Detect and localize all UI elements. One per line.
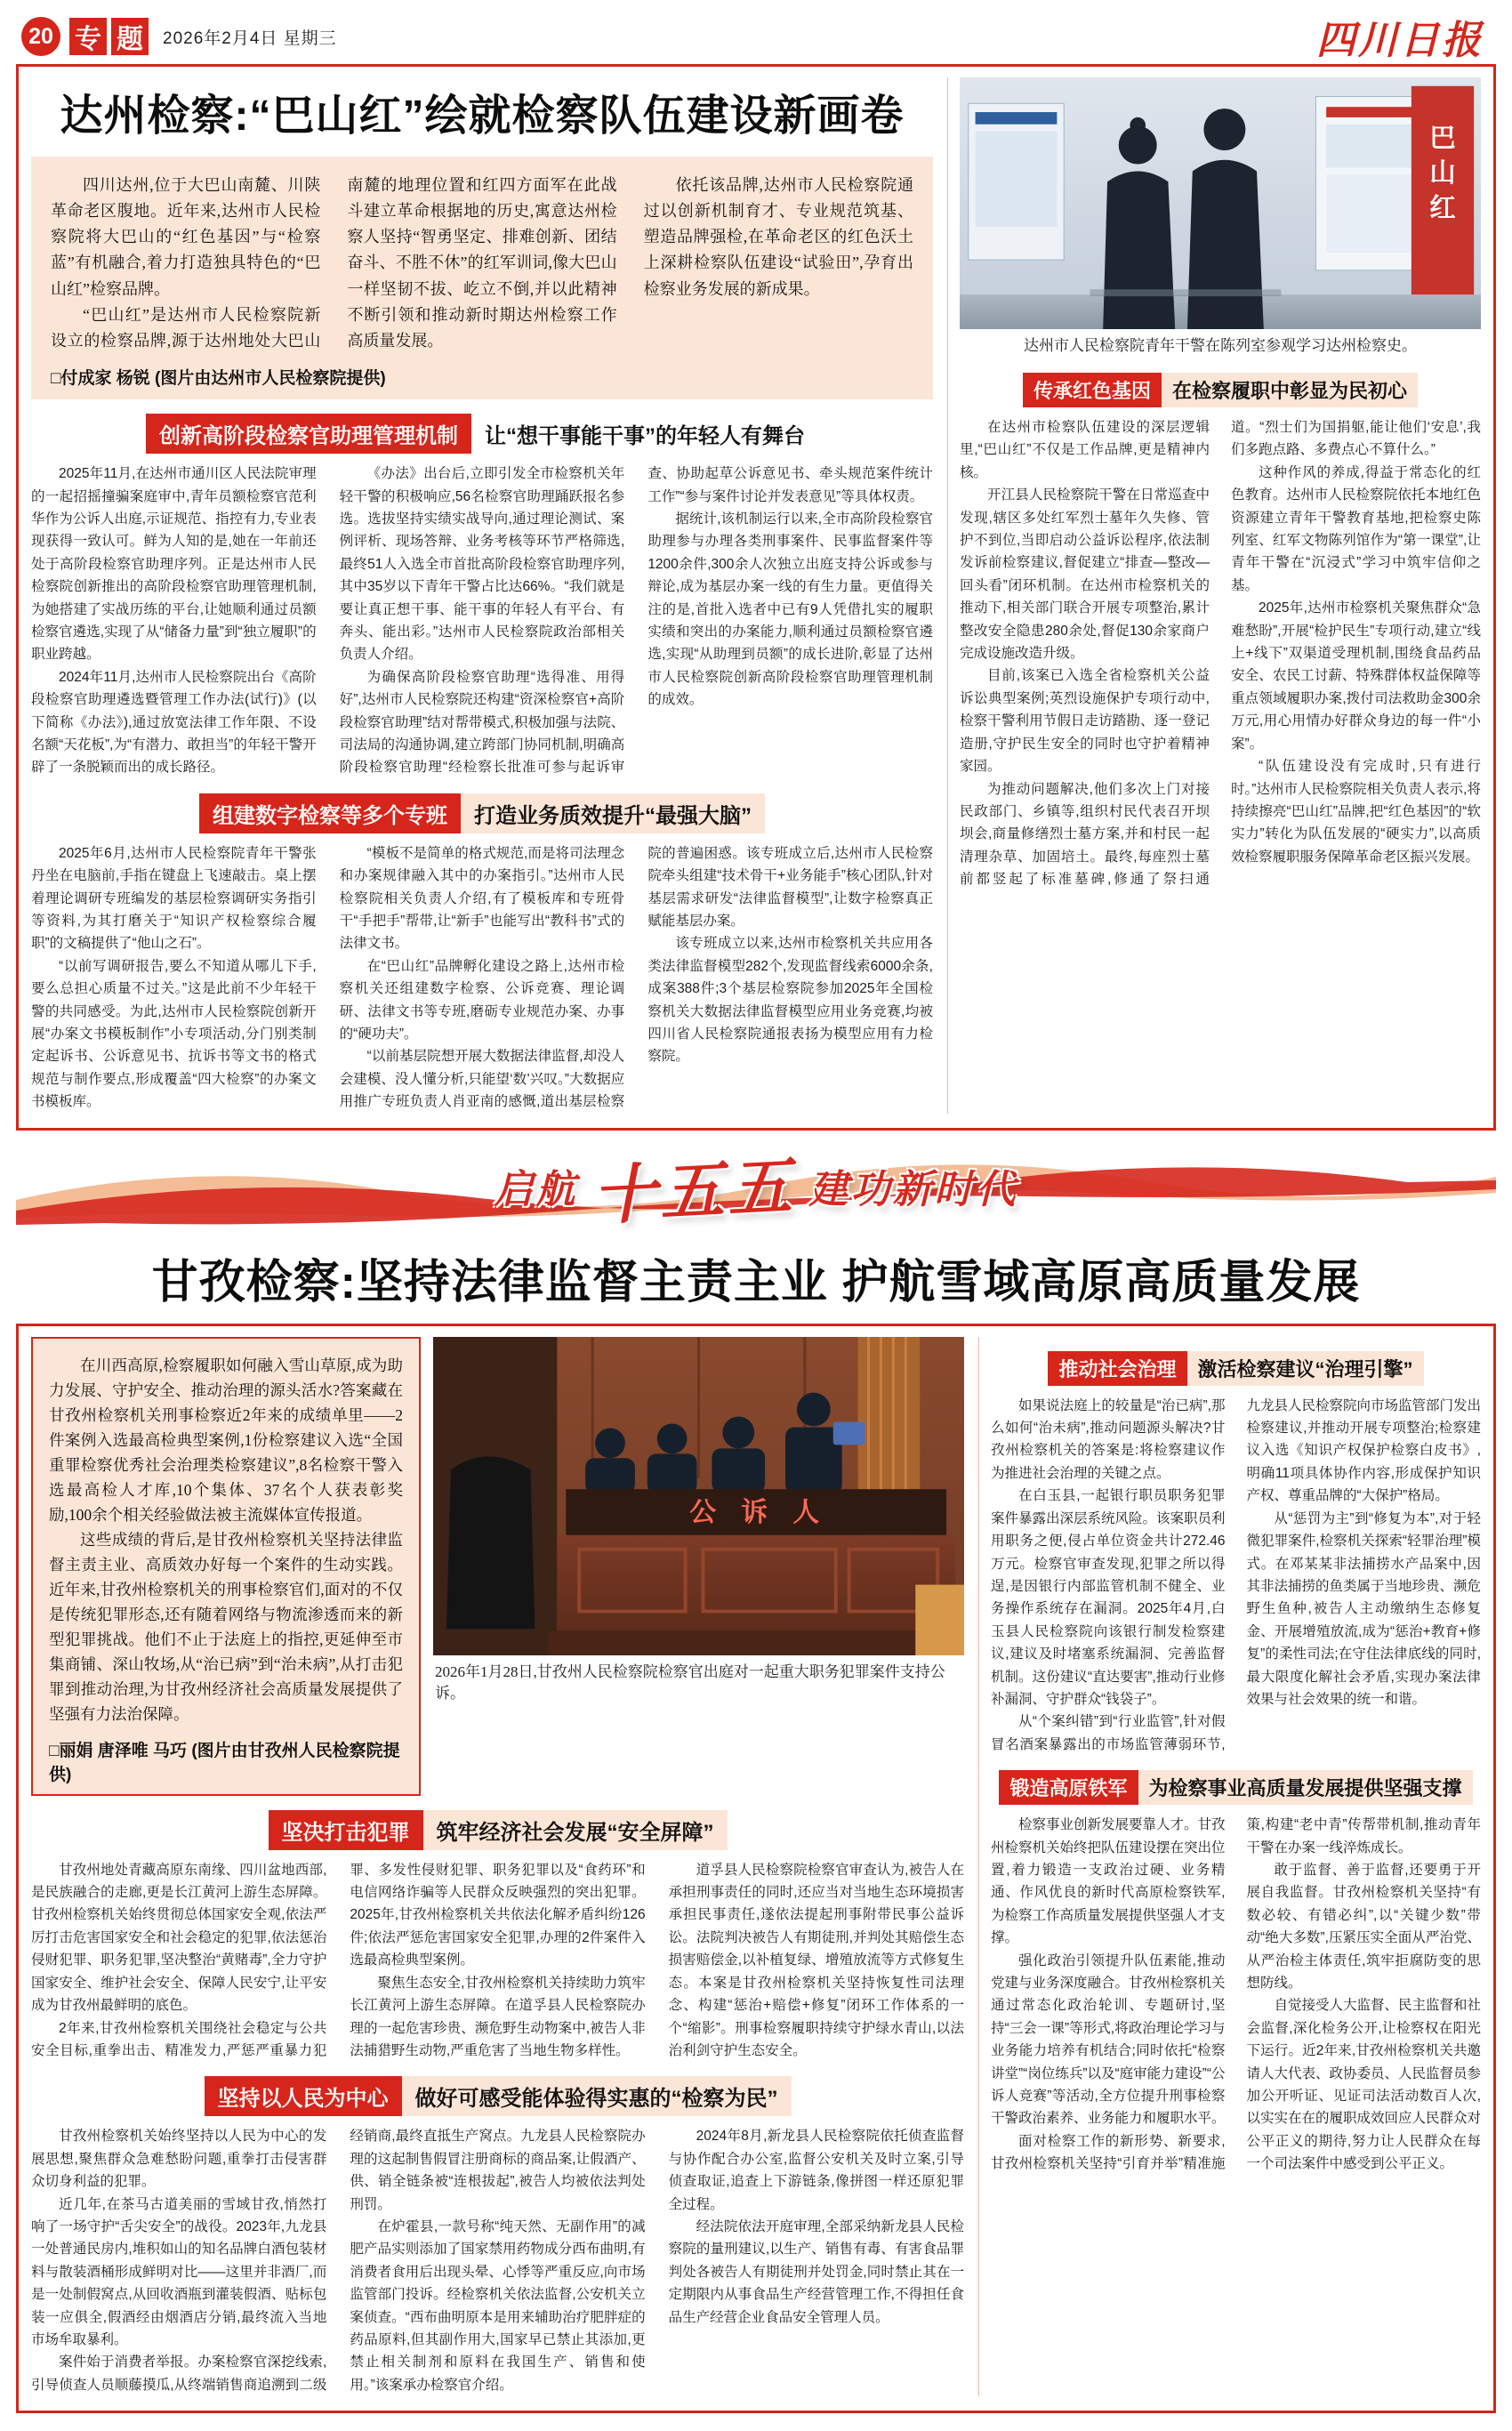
banner-text-mid: 十五五 [590,1147,797,1234]
article1-intro-paragraphs: 四川达州,位于大巴山南麓、川陕革命老区腹地。近年来,达州市人民检察院将大巴山的“红色基因”与“检察蓝”有机融合,着力打造独具特色的“巴山红”检察品牌。 “巴山红”是达州市人民检察院新设立的检察品牌,源于达州地处大巴山南麓的地理位置和红四方面军在此战斗建立革命根据地的历史,寓意达州检察人坚持“智勇坚定、排难创新、团结奋斗、不胜不休”的红军训词,像大巴山一样坚韧不拔、屹立不倒,并以此精神不断引领和推动新时期达州检察工作高质量发展。 依托该品牌,达州市人民检察院通过以创新机制育才、专业规范筑基、塑造品牌强检,在革命老区的红色沃土上深耕检察队伍建设“试验田”,孕育出检察业务发展的新成果。 [51,176,913,350]
article2-frame [16,1324,1496,2414]
section-title: 打造业务质效提升“最强大脑” [461,793,765,833]
section-body-social-governance: 如果说法庭上的较量是“治已病”,那么如何“治未病”,推动问题源头解决?甘孜州检察机关的答案是:将检察建议作为推进社会治理的关键之点。 在白玉县,一起银行职员职务犯罪案件暴露出深层系统风险。该案职员利用职务之便,侵占单位资金共计272.46万元。检察官审查发现,犯罪之所以得逞,是因银行内部监管机制不健全、业务操作系统存在漏洞。2025年4月,白玉县人民检察院向该银行制发检察建议,建议及时堵塞系统漏洞、完善监督机制。这份建议“直达要害”,推动行业修补漏洞、守护群众“钱袋子”。 从“个案纠错”到“行业监管”,针对假冒名酒案暴露出的市场监管薄弱环节,九龙县人民检察院向市场监管部门发出检察建议,并推动开展专项整治;检察建议入选《知识产权保护检察白皮书》,明确11项具体协作内容,形成保护知识产权、尊重品牌的“大保护”格局。 从“惩罚为主”到“修复为本”,对于轻微犯罪案件,检察机关探索“轻罪治理”模式。在邓某某非法捕捞水产品案中,因其非法捕捞的鱼类属于当地珍贵、濒危野生鱼种,被告人主动缴纳生态修复金、开展增殖放流,成为“惩治+教育+修复”的柔性司法;在守住法律底线的同时,最大限度化解社会矛盾,实现办案法律效果与社会效果的统一和谐。 [991,1397,1482,1752]
article2-headline: 甘孜检察:坚持法律监督主责主业 护航雪域高原高质量发展 [151,1256,1361,1308]
section-label-char2: 题 [111,18,149,55]
section-header-iron-army [991,1770,1481,1805]
photo-courtroom [433,1337,964,1655]
section-tag: 锻造高原铁军 [999,1770,1138,1805]
article1-byline: □付成家 杨锐 (图片由达州市人民检察院提供) [51,369,386,389]
banner-campaign [16,1141,1496,1234]
section-label [69,18,149,55]
banner-text [494,1141,1017,1232]
section-header-social-governance [991,1351,1481,1386]
section-tag: 创新高阶段检察官助理管理机制 [146,414,471,454]
article2-intro-box [31,1337,421,1796]
masthead-logo: 四川日报 [1316,18,1484,63]
section-tag: 坚持以人民为中心 [205,2076,402,2116]
page-header [16,9,1496,64]
section-tag: 组建数字检察等多个专班 [199,793,461,833]
photo-courtroom-caption: 2026年1月28日,甘孜州人民检察院检察官出庭对一起重大职务犯罪案件支持公诉。 [435,1662,945,1702]
section-tag: 坚决打击犯罪 [269,1810,423,1850]
photo-overlay-brand-char: 红 [1429,193,1456,223]
page-number-badge: 20 [21,17,60,56]
section-title: 为检察事业高质量发展提供坚强支撑 [1138,1770,1473,1805]
section-tag: 推动社会治理 [1048,1351,1186,1386]
article2-byline: □丽娟 唐泽唯 马巧 (图片由甘孜州人民检察院提供) [49,1741,400,1784]
section-label-char1: 专 [69,18,107,55]
section-body-red-gene: 在达州市检察队伍建设的深层逻辑里,“巴山红”不仅是工作品牌,更是精神内核。 开江县人民检察院干警在日常巡查中发现,辖区多处红军烈士墓年久失修、管护不到位,当即启动公益诉讼程序,依法制发诉前检察建议,督促建立“排查—整改—回头看”闭环机制。在达州市检察机关的推动下,相关部门联合开展专项整治,累计整改安全隐患280余处,督促130余家商户完成设施改造升级。 目前,该案已入选全省检察机关公益诉讼典型案例;英烈设施保护专项行动中,检察干警利用节假日走访踏勘、逐一登记造册,守护民生安全的同时也守护着精神家园。 为推动问题解决,他们多次上门对接民政部门、乡镇等,组织村民代表召开坝坝会,商量修缮烈士墓方案,并和村民一起清理杂草、加固培土。最终,每座烈士墓前都竖起了标准墓碑,修通了祭扫通道。“烈士们为国捐躯,能让他们‘安息’,我们多跑点路、多费点心不算什么。” 这种作风的养成,得益于常态化的红色教育。达州市人民检察院依托本地红色资源建立青年干警教育基地,把检察史陈列室、红军文物陈列馆作为“第一课堂”,让青年干警在“沉浸式”学习中筑牢信仰之基。 2025年,达州市检察机关聚焦群众“急难愁盼”,开展“检护民生”专项行动,建立“线上+线下”双渠道受理机制,围绕食品药品安全、农民工讨薪、特殊群体权益保障等重点领域履职办案,拨付司法救助金300余万元,用心用情办好群众身边的每一件“小案”。 “队伍建设没有完成时,只有进行时。”达州市人民检察院相关负责人表示,将持续擦亮“巴山红”品牌,把“红色基因”的“软实力”转化为队伍发展的“硬实力”,以高质效检察履职服务保障革命老区振兴发展。 [960,420,1481,888]
section-title: 筑牢经济社会发展“安全屏障” [423,1810,728,1850]
section-body-crackdown: 甘孜州地处青藏高原东南缘、四川盆地西部,是民族融合的走廊,更是长江黄河上游生态屏障。甘孜州检察机关始终贯彻总体国家安全观,依法严厉打击危害国家安全和社会稳定的犯罪,依法惩治侵财犯罪、职务犯罪,坚决整治“黄赌毒”,全力守护国家安全、维护社会安全、保障人民安宁,让平安成为甘孜州最鲜明的底色。 2年来,甘孜州检察机关围绕社会稳定与公共安全目标,重拳出击、精准发力,严惩严重暴力犯罪、多发性侵财犯罪、职务犯罪以及“食药环”和电信网络诈骗等人民群众反映强烈的突出犯罪。2025年,甘孜州检察机关共依法化解矛盾纠纷126件;依法严惩危害国家安全犯罪,办理的2件案件入选最高检典型案例。 聚焦生态安全,甘孜州检察机关持续助力筑牢长江黄河上游生态屏障。在道孚县人民检察院办理的一起危害珍贵、濒危野生动物案中,被告人非法捕猎野生动物,严重危害了当地生物多样性。 道孚县人民检察院检察官审查认为,被告人在承担刑事责任的同时,还应当对当地生态环境损害承担民事责任,遂依法提起刑事附带民事公益诉讼。法院判决被告人有期徒刑,并判处其赔偿生态损害赔偿金,以补植复绿、增殖放流等方式修复生态。本案是甘孜州检察机关坚持恢复性司法理念、构建“惩治+赔偿+修复”闭环工作体系的一个“缩影”。刑事检察履职持续守护绿水青山,以法治利剑守护生态安全。 [31,1862,964,2058]
article1-headline: 达州检察:“巴山红”绘就检察队伍建设新画卷 [60,93,905,140]
section-body-assistant-mechanism: 2025年11月,在达州市通川区人民法院审理的一起招摇撞骗案庭审中,青年员额检察官范利华作为公诉人出庭,示证规范、指控有力,专业表现获得一致认可。鲜为人知的是,她在一年前还处于高阶段检察官助理序列。正是达州市人民检察院创新推出的高阶段检察官助理管理机制,为她搭建了实战历练的平台,让她顺利通过员额检察官遴选,实现了从“储备力量”到“独立履职”的职业跨越。 2024年11月,达州市人民检察院出台《高阶段检察官助理遴选暨管理工作办法(试行)》(以下简称《办法》),通过放宽法律工作年限、不设名额“天花板”,为“有潜力、敢担当”的年轻干警开辟了一条脱颖而出的成长路径。 《办法》出台后,立即引发全市检察机关年轻干警的积极响应,56名检察官助理踊跃报名参选。选拔坚持实绩实战导向,通过理论测试、案例评析、现场答辩、业务考核等环节严格筛选,最终51人入选全市首批高阶段检察官助理序列,其中35岁以下青年干警占比达66%。“我们就是要让真正想干事、能干事的年轻人有平台、有奔头、能出彩。”达州市人民检察院政治部相关负责人介绍。 为确保高阶段检察官助理“选得准、用得好”,达州市人民检察院还构建“资深检察官+高阶段检察官助理”结对帮带模式,积极加强与法院、司法局的沟通协调,建立跨部门协同机制,明确高阶段检察官助理“经检察长批准可参与起诉审查、协助起草公诉意见书、牵头规范案件统计工作”“参与案件讨论并发表意见”等具体权责。 据统计,该机制运行以来,全市高阶段检察官助理参与办理各类刑事案件、民事监督案件等1200余件,300余人次独立出庭支持公诉或参与辩论,成为基层办案一线的有生力量。更值得关注的是,首批入选者中已有9人凭借扎实的履职实绩和突出的办案能力,顺利通过员额检察官遴选,实现“从助理到员额”的成长进阶,彰显了达州市人民检察院创新高阶段检察官助理管理机制的成效。 [31,466,933,776]
section-title: 在检察履职中彰显为民初心 [1162,373,1418,407]
section-header-people-centered [31,2076,964,2116]
section-body-digital-teams: 2025年6月,达州市人民检察院青年干警张丹坐在电脑前,手指在键盘上飞速敲击。桌上摆着理论调研专班编发的基层检察调研实务指引等资料,为其打磨关于“知识产权检察综合履职”的文稿提供了“他山之石”。 “以前写调研报告,要么不知道从哪儿下手,要么总担心质量不过关。”这是此前不少年轻干警的共同感受。为此,达州市人民检察院创新开展“办案文书模板制作”小专项活动,分门别类制定起诉书、公诉意见书、抗诉书等文书的格式规范与制作要点,形成覆盖“四大检察”的办案文书模板库。 “模板不是简单的格式规范,而是将司法理念和办案规律融入其中的办案指引。”达州市人民检察院相关负责人介绍,有了模板库和专班骨干“手把手”帮带,让“新手”也能写出“教科书”式的法律文书。 在“巴山红”品牌孵化建设之路上,达州市检察机关还组建数字检察、公诉竞赛、理论调研、法律文书等专班,磨砺专业规范办案、办事的“硬功夫”。 “以前基层院想开展大数据法律监督,却没人会建模、没人懂分析,只能望‘数’兴叹。”大数据应用推广专班负责人肖亚南的感慨,道出基层检察院的普遍困惑。该专班成立后,达州市人民检察院牵头组建“技术骨干+业务能手”核心团队,针对基层需求研发“法律监督模型”,让数字检察真正赋能基层办案。 该专班成立以来,达州市检察机关共应用各类法律监督模型282个,发现监督线索6000余条,成案388件;3个基层检察院参加2025年全国检察机关大数据法律监督模型应用业务竞赛,均被四川省人民检察院通报表扬为模型应用有力检察院。 [31,845,933,1110]
article2-intro-paragraphs: 在川西高原,检察履职如何融入雪山草原,成为助力发展、守护安全、推动治理的源头活水?答案藏在甘孜州检察机关刑事检察近2年来的成绩单里——2件案例入选最高检典型案例,1份检察建议入选“全国重罪检察优秀社会治理类检察建议”,8名检察干警入选最高检人才库,10个集体、37名个人获表彰奖励,100余个相关经验做法被主流媒体宣传报道。 这些成绩的背后,是甘孜州检察机关坚持法律监督主责主业、高质效办好每一个案件的生动实践。近年来,甘孜州检察机关的刑事检察官们,面对的不仅是传统犯罪形态,还有随着网络与物流渗透而来的新型犯罪挑战。他们不止于法庭上的指控,更延伸至市集商铺、深山牧场,从“治已病”到“治未病”,从打击犯罪到推动治理,为甘孜州经济社会高质量发展提供了坚强有力法治保障。 [49,1356,403,1723]
section-body-people-centered: 甘孜州检察机关始终坚持以人民为中心的发展思想,聚焦群众急难愁盼问题,重拳打击侵害群众切身利益的犯罪。 近几年,在茶马古道美丽的雪域甘孜,悄然打响了一场守护“舌尖安全”的战役。2023年,九龙县一处普通民房内,堆积如山的知名品牌白酒包装材料与散装酒桶形成鲜明对比——这里并非酒厂,而是一处制假窝点,从回收酒瓶到灌装假酒、贴标包装一应俱全,假酒经由烟酒店分销,最终流入当地市场牟取暴利。 案件始于消费者举报。办案检察官深挖线索,引导侦查人员顺藤摸瓜,从终端销售商追溯到二级经销商,最终直抵生产窝点。九龙县人民检察院办理的这起制售假冒注册商标的商品案,让假酒产、供、销全链条被“连根拔起”,被告人均被依法判处刑罚。 在炉霍县,一款号称“纯天然、无副作用”的减肥产品实则添加了国家禁用药物成分西布曲明,有消费者食用后出现头晕、心悸等严重反应,向市场监管部门投诉。经检察机关依法监督,公安机关立案侦查。“西布曲明原本是用来辅助治疗肥胖症的药品原料,但其副作用大,国家早已禁止其添加,更禁止相关制剂和原料在我国生产、销售和使用。”该案承办检察官介绍。 2024年8月,新龙县人民检察院依托侦查监督与协作配合办公室,监督公安机关及时立案,引导侦查取证,追查上下游链条,像拼图一样还原犯罪全过程。 经法院依法开庭审理,全部采纳新龙县人民检察院的量刑建议,以生产、销售有毒、有害食品罪判处各被告人有期徒刑并处罚金,同时禁止其在一定期限内从事食品生产经营管理工作,不得担任食品生产经营企业食品安全管理人员。 [31,2129,964,2393]
photo-overlay-brand-char: 巴 [1429,124,1456,154]
page-date: 2026年2月4日 星期三 [163,28,337,48]
prosecutor-desk-sign: 公 诉 人 [689,1497,829,1527]
section-header-crackdown [31,1810,964,1850]
section-title: 激活检察建议“治理引擎” [1187,1351,1424,1386]
article1-intro-box [31,157,933,399]
section-header-red-gene [960,373,1481,407]
banner-text-right: 建功新时代 [808,1167,1018,1211]
article1-frame [16,64,1496,1131]
section-title: 做好可感受能体验得实惠的“检察为民” [402,2076,792,2116]
section-title: 让“想干事能干事”的年轻人有舞台 [485,424,805,449]
section-header-digital-teams [31,793,933,833]
photo-exhibition-caption: 达州市人民检察院青年干警在陈列室参观学习达州检察史。 [1024,337,1417,355]
photo-overlay-brand-char: 山 [1429,158,1456,189]
photo-exhibition [960,77,1481,329]
banner-text-left: 启航 [494,1167,578,1211]
section-body-iron-army: 检察事业创新发展要靠人才。甘孜州检察机关始终把队伍建设摆在突出位置,着力锻造一支政治过硬、业务精通、作风优良的新时代高原检察铁军,为检察工作高质量发展提供坚强人才支撑。 强化政治引领提升队伍素能,推动党建与业务深度融合。甘孜州检察机关通过常态化政治轮训、专题研讨,坚持“三会一课”等形式,将政治理论学习与业务能力培养有机结合;同时依托“检察讲堂”“岗位练兵”以及“庭审能力建设”“公诉人竞赛”等活动,全方位提升刑事检察干警政治素养、业务能力和履职水平。 面对检察工作的新形势、新要求,甘孜州检察机关坚持“引育并举”精准施策,构建“老中青”传帮带机制,推动青年干警在办案一线淬炼成长。 敢于监督、善于监督,还要勇于开展自我监督。甘孜州检察机关坚持“有数必较、有错必纠”,以“关键少数”带动“绝大多数”,压紧压实全面从严治党、从严治检主体责任,筑牢拒腐防变的思想防线。 自觉接受人大监督、民主监督和社会监督,深化检务公开,让检察权在阳光下运行。近2年来,甘孜州检察机关共邀请人大代表、政协委员、人民监督员参加公开听证、见证司法活动数百人次,以实实在在的履职成效回应人民群众对公平正义的期待,努力让人民群众在每一个司法案件中感受到公平正义。 [991,1817,1482,2172]
section-header-assistant-mechanism [31,414,933,454]
section-tag: 传承红色基因 [1023,373,1162,407]
